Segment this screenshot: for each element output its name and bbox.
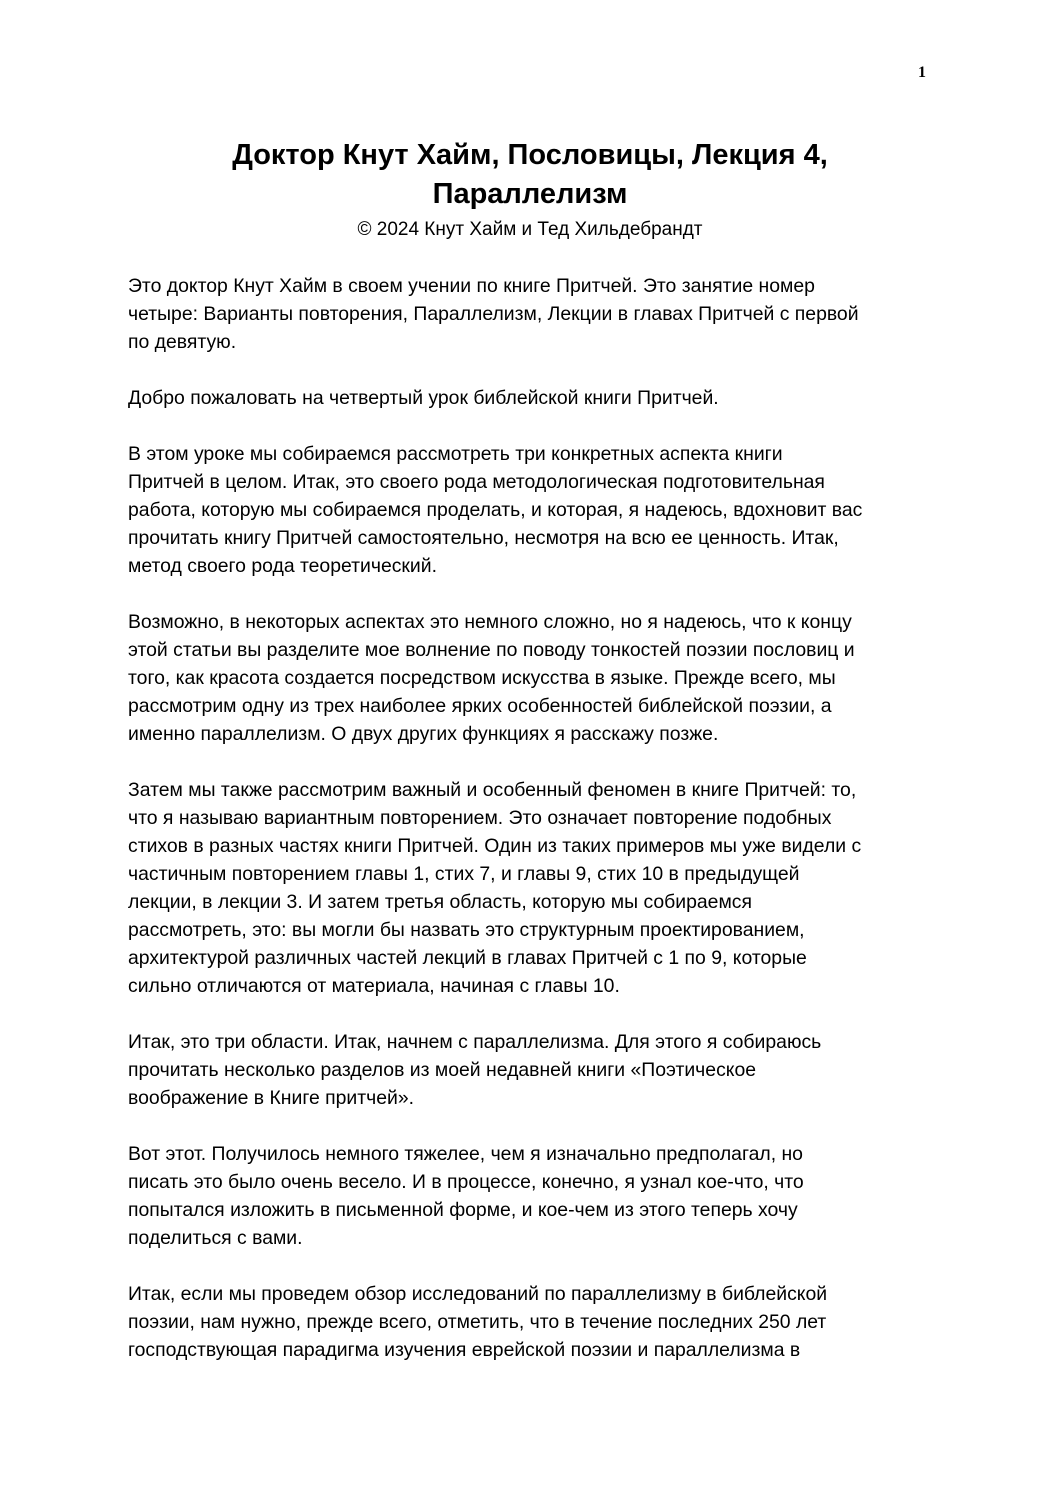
title-line: Доктор Кнут Хайм, Пословицы, Лекция 4,	[232, 139, 828, 171]
paragraph-line: лекции, в лекции 3. И затем третья область, которую мы собираемся	[128, 891, 752, 913]
paragraph-line: этой статьи вы разделите мое волнение по поводу тонкостей поэзии пословиц и	[128, 639, 855, 661]
paragraph-line: Итак, это три области. Итак, начнем с параллелизма. Для этого я собираюсь	[128, 1031, 822, 1053]
page-number: 1	[918, 64, 926, 81]
paragraph-line: Затем мы также рассмотрим важный и особенный феномен в книге Притчей: то,	[128, 779, 857, 801]
paragraph-line: писать это было очень весело. И в процессе, конечно, я узнал кое-что, что	[128, 1171, 804, 1193]
paragraph-line: Возможно, в некоторых аспектах это немного сложно, но я надеюсь, что к концу	[128, 611, 852, 633]
paragraph-line: поделиться с вами.	[128, 1227, 303, 1249]
paragraph	[128, 272, 940, 356]
paragraph-line: именно параллелизм. О двух других функциях я расскажу позже.	[128, 723, 719, 745]
paragraph-line: Добро пожаловать на четвертый урок библейской книги Притчей.	[128, 387, 719, 409]
paragraph-line: сильно отличаются от материала, начиная с главы 10.	[128, 975, 620, 997]
paragraph-line: рассмотрим одну из трех наиболее ярких особенностей библейской поэзии, а	[128, 695, 832, 717]
copyright-notice: © 2024 Кнут Хайм и Тед Хильдебрандт	[357, 219, 703, 240]
paragraph-line: Притчей в целом. Итак, это своего рода методологическая подготовительная	[128, 471, 825, 493]
paragraph-line: Итак, если мы проведем обзор исследований по параллелизму в библейской	[128, 1283, 828, 1305]
paragraph	[128, 1280, 940, 1364]
paragraph-line: архитектурой различных частей лекций в главах Притчей с 1 по 9, которые	[128, 947, 807, 969]
paragraph-line: стихов в разных частях книги Притчей. Один из таких примеров мы уже видели с	[128, 835, 862, 857]
paragraph-line: по девятую.	[128, 331, 237, 353]
paragraph	[128, 608, 940, 748]
paragraph	[128, 776, 940, 1000]
paragraph-line: воображение в Книге притчей».	[128, 1087, 415, 1109]
paragraph-line: четыре: Варианты повторения, Параллелизм, Лекции в главах Притчей с первой	[128, 303, 859, 325]
paragraph-line: метод своего рода теоретический.	[128, 555, 437, 577]
paragraph-line: прочитать несколько разделов из моей недавней книги «Поэтическое	[128, 1059, 757, 1081]
paragraph-line: Это доктор Кнут Хайм в своем учении по книге Притчей. Это занятие номер	[128, 275, 815, 297]
paragraph-line: поэзии, нам нужно, прежде всего, отметить, что в течение последних 250 лет	[128, 1311, 827, 1333]
paragraph-line: работа, которую мы собираемся проделать, и которая, я надеюсь, вдохновит вас	[128, 499, 863, 521]
title-line: Параллелизм	[432, 178, 628, 210]
paragraph-line: господствующая парадигма изучения еврейской поэзии и параллелизма в	[128, 1339, 801, 1361]
paragraph-line: прочитать книгу Притчей самостоятельно, несмотря на всю ее ценность. Итак,	[128, 527, 839, 549]
paragraph-line: того, как красота создается посредством искусства в языке. Прежде всего, мы	[128, 667, 836, 689]
paragraph-line: что я называю вариантным повторением. Это означает повторение подобных	[128, 807, 832, 829]
paragraph-line: Вот этот. Получилось немного тяжелее, чем я изначально предполагал, но	[128, 1143, 803, 1165]
paragraph	[128, 384, 940, 412]
paragraph-line: попытался изложить в письменной форме, и кое-чем из этого теперь хочу	[128, 1199, 798, 1221]
document-title	[128, 136, 932, 214]
paragraph-line: частичным повторением главы 1, стих 7, и главы 9, стих 10 в предыдущей	[128, 863, 800, 885]
paragraph-line: В этом уроке мы собираемся рассмотреть три конкретных аспекта книги	[128, 443, 783, 465]
document-body	[128, 272, 940, 1392]
paragraph-line: рассмотреть, это: вы могли бы назвать это структурным проектированием,	[128, 919, 805, 941]
paragraph	[128, 440, 940, 580]
paragraph	[128, 1028, 940, 1112]
paragraph	[128, 1140, 940, 1252]
